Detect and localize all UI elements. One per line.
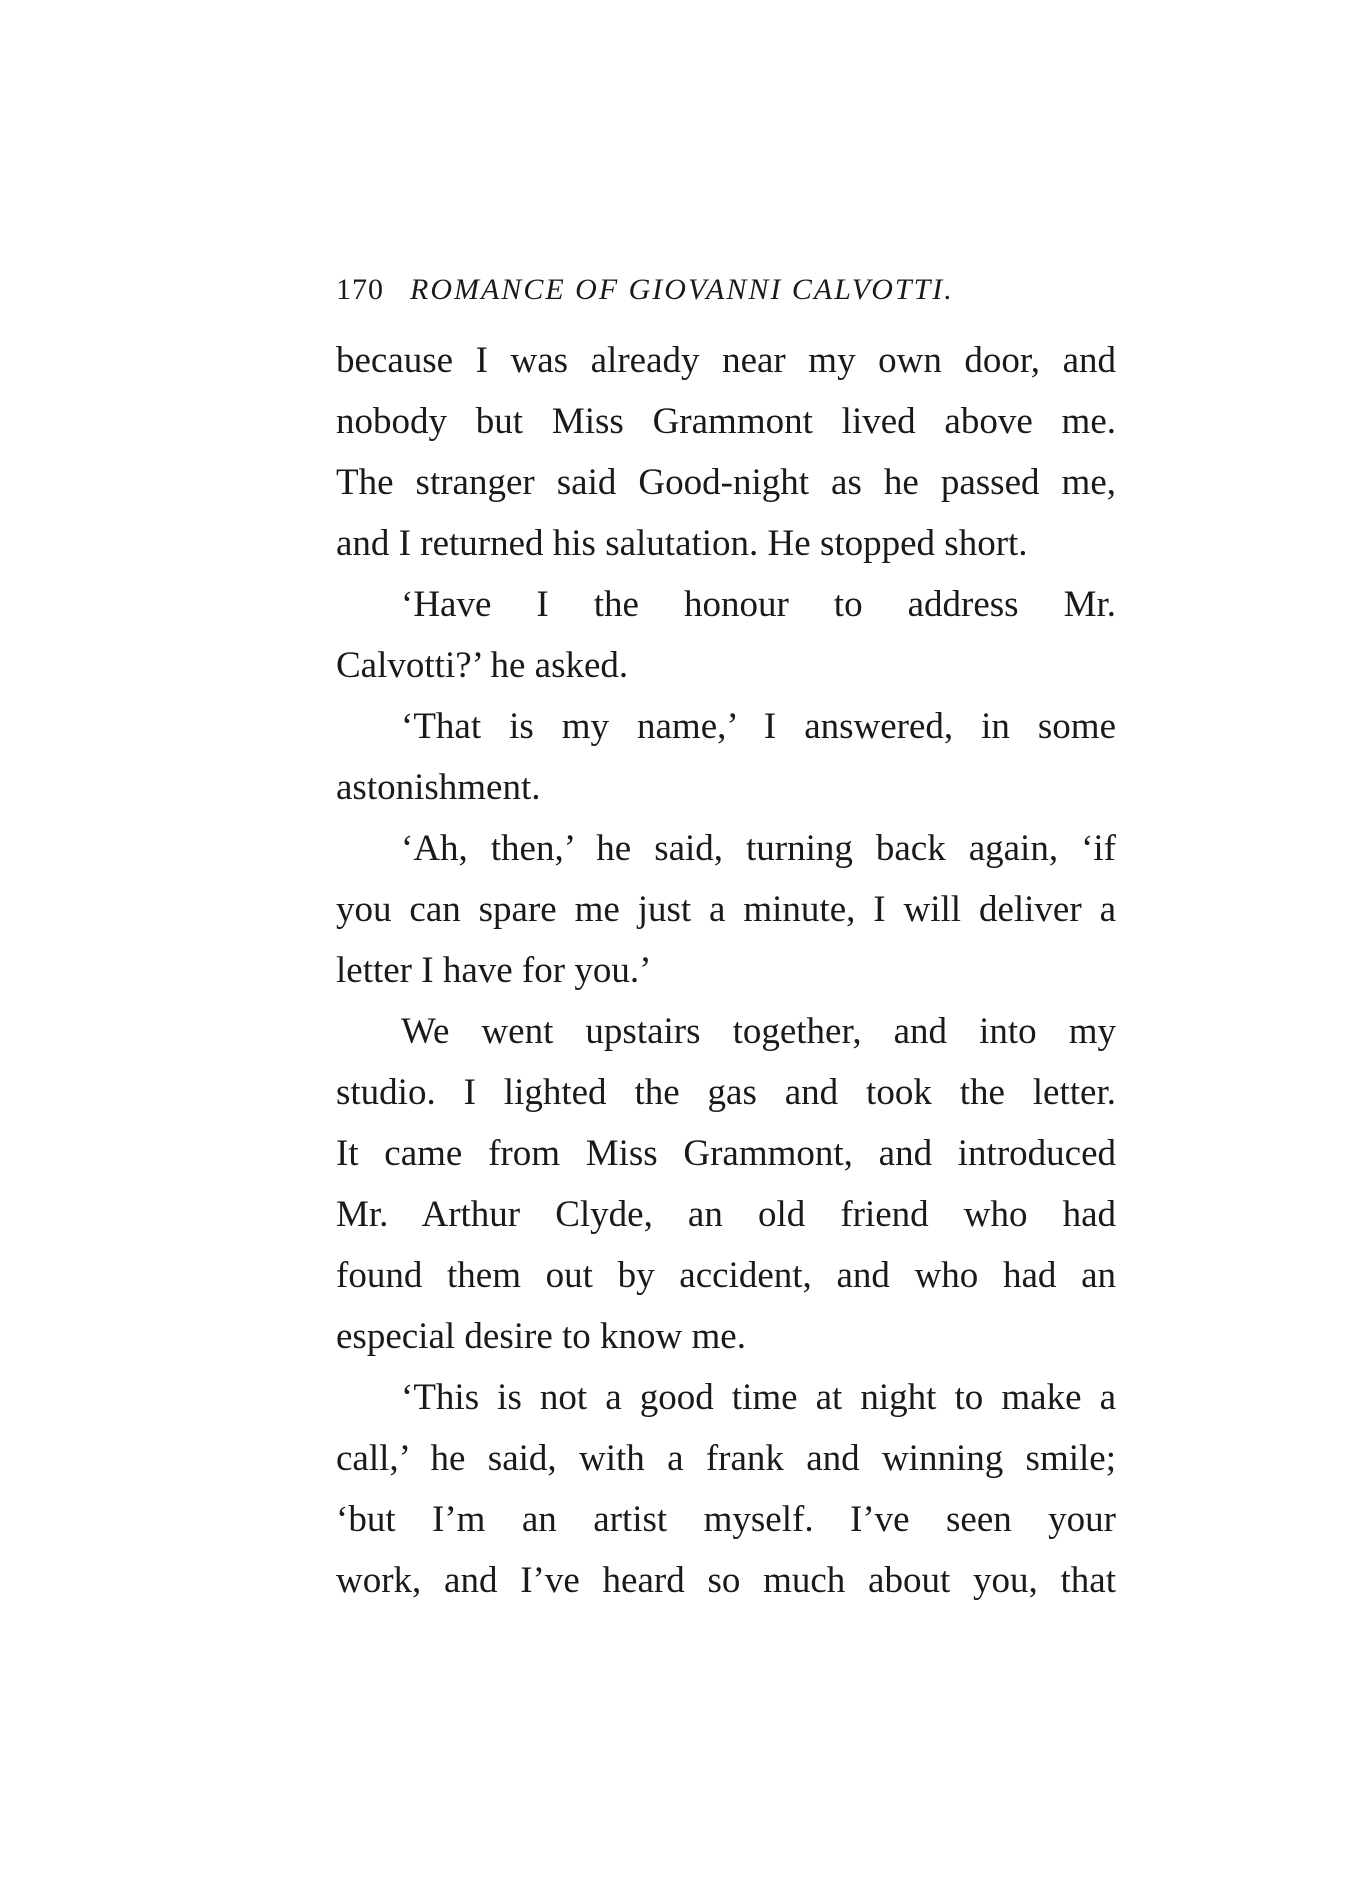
text-line: astonishment. — [336, 767, 541, 808]
running-title: ROMANCE OF GIOVANNI CALVOTTI. — [410, 273, 954, 306]
text-line: call,’ he said, with a frank and winning smile; — [336, 1438, 1116, 1479]
text-line: found them out by accident, and who had an — [336, 1255, 1116, 1296]
text-line: ‘That is my name,’ I answered, in some — [401, 706, 1116, 747]
text-line: studio. I lighted the gas and took the letter. — [336, 1072, 1116, 1113]
text-line: The stranger said Good-night as he passed me, — [336, 462, 1116, 503]
page-header — [336, 268, 1116, 312]
text-line: especial desire to know me. — [336, 1316, 746, 1357]
page-number: 170 — [336, 273, 384, 306]
text-line: you can spare me just a minute, I will deliver a — [336, 889, 1116, 930]
text-line: It came from Miss Grammont, and introduced — [336, 1133, 1116, 1174]
text-line: We went upstairs together, and into my — [401, 1011, 1116, 1052]
text-line: Calvotti?’ he asked. — [336, 645, 629, 686]
text-line: ‘This is not a good time at night to make a — [401, 1377, 1116, 1418]
text-line: because I was already near my own door, and — [336, 340, 1116, 381]
text-line: Mr. Arthur Clyde, an old friend who had — [336, 1194, 1116, 1235]
text-line: nobody but Miss Grammont lived above me. — [336, 401, 1116, 442]
text-line: ‘Ah, then,’ he said, turning back again, ‘if — [401, 828, 1116, 869]
text-line: ‘but I’m an artist myself. I’ve seen your — [336, 1499, 1116, 1540]
text-line: and I returned his salutation. He stopped short. — [336, 523, 1028, 564]
text-line: work, and I’ve heard so much about you, that — [336, 1560, 1116, 1601]
text-line: letter I have for you.’ — [336, 950, 652, 991]
text-line: ‘Have I the honour to address Mr. — [401, 584, 1116, 625]
